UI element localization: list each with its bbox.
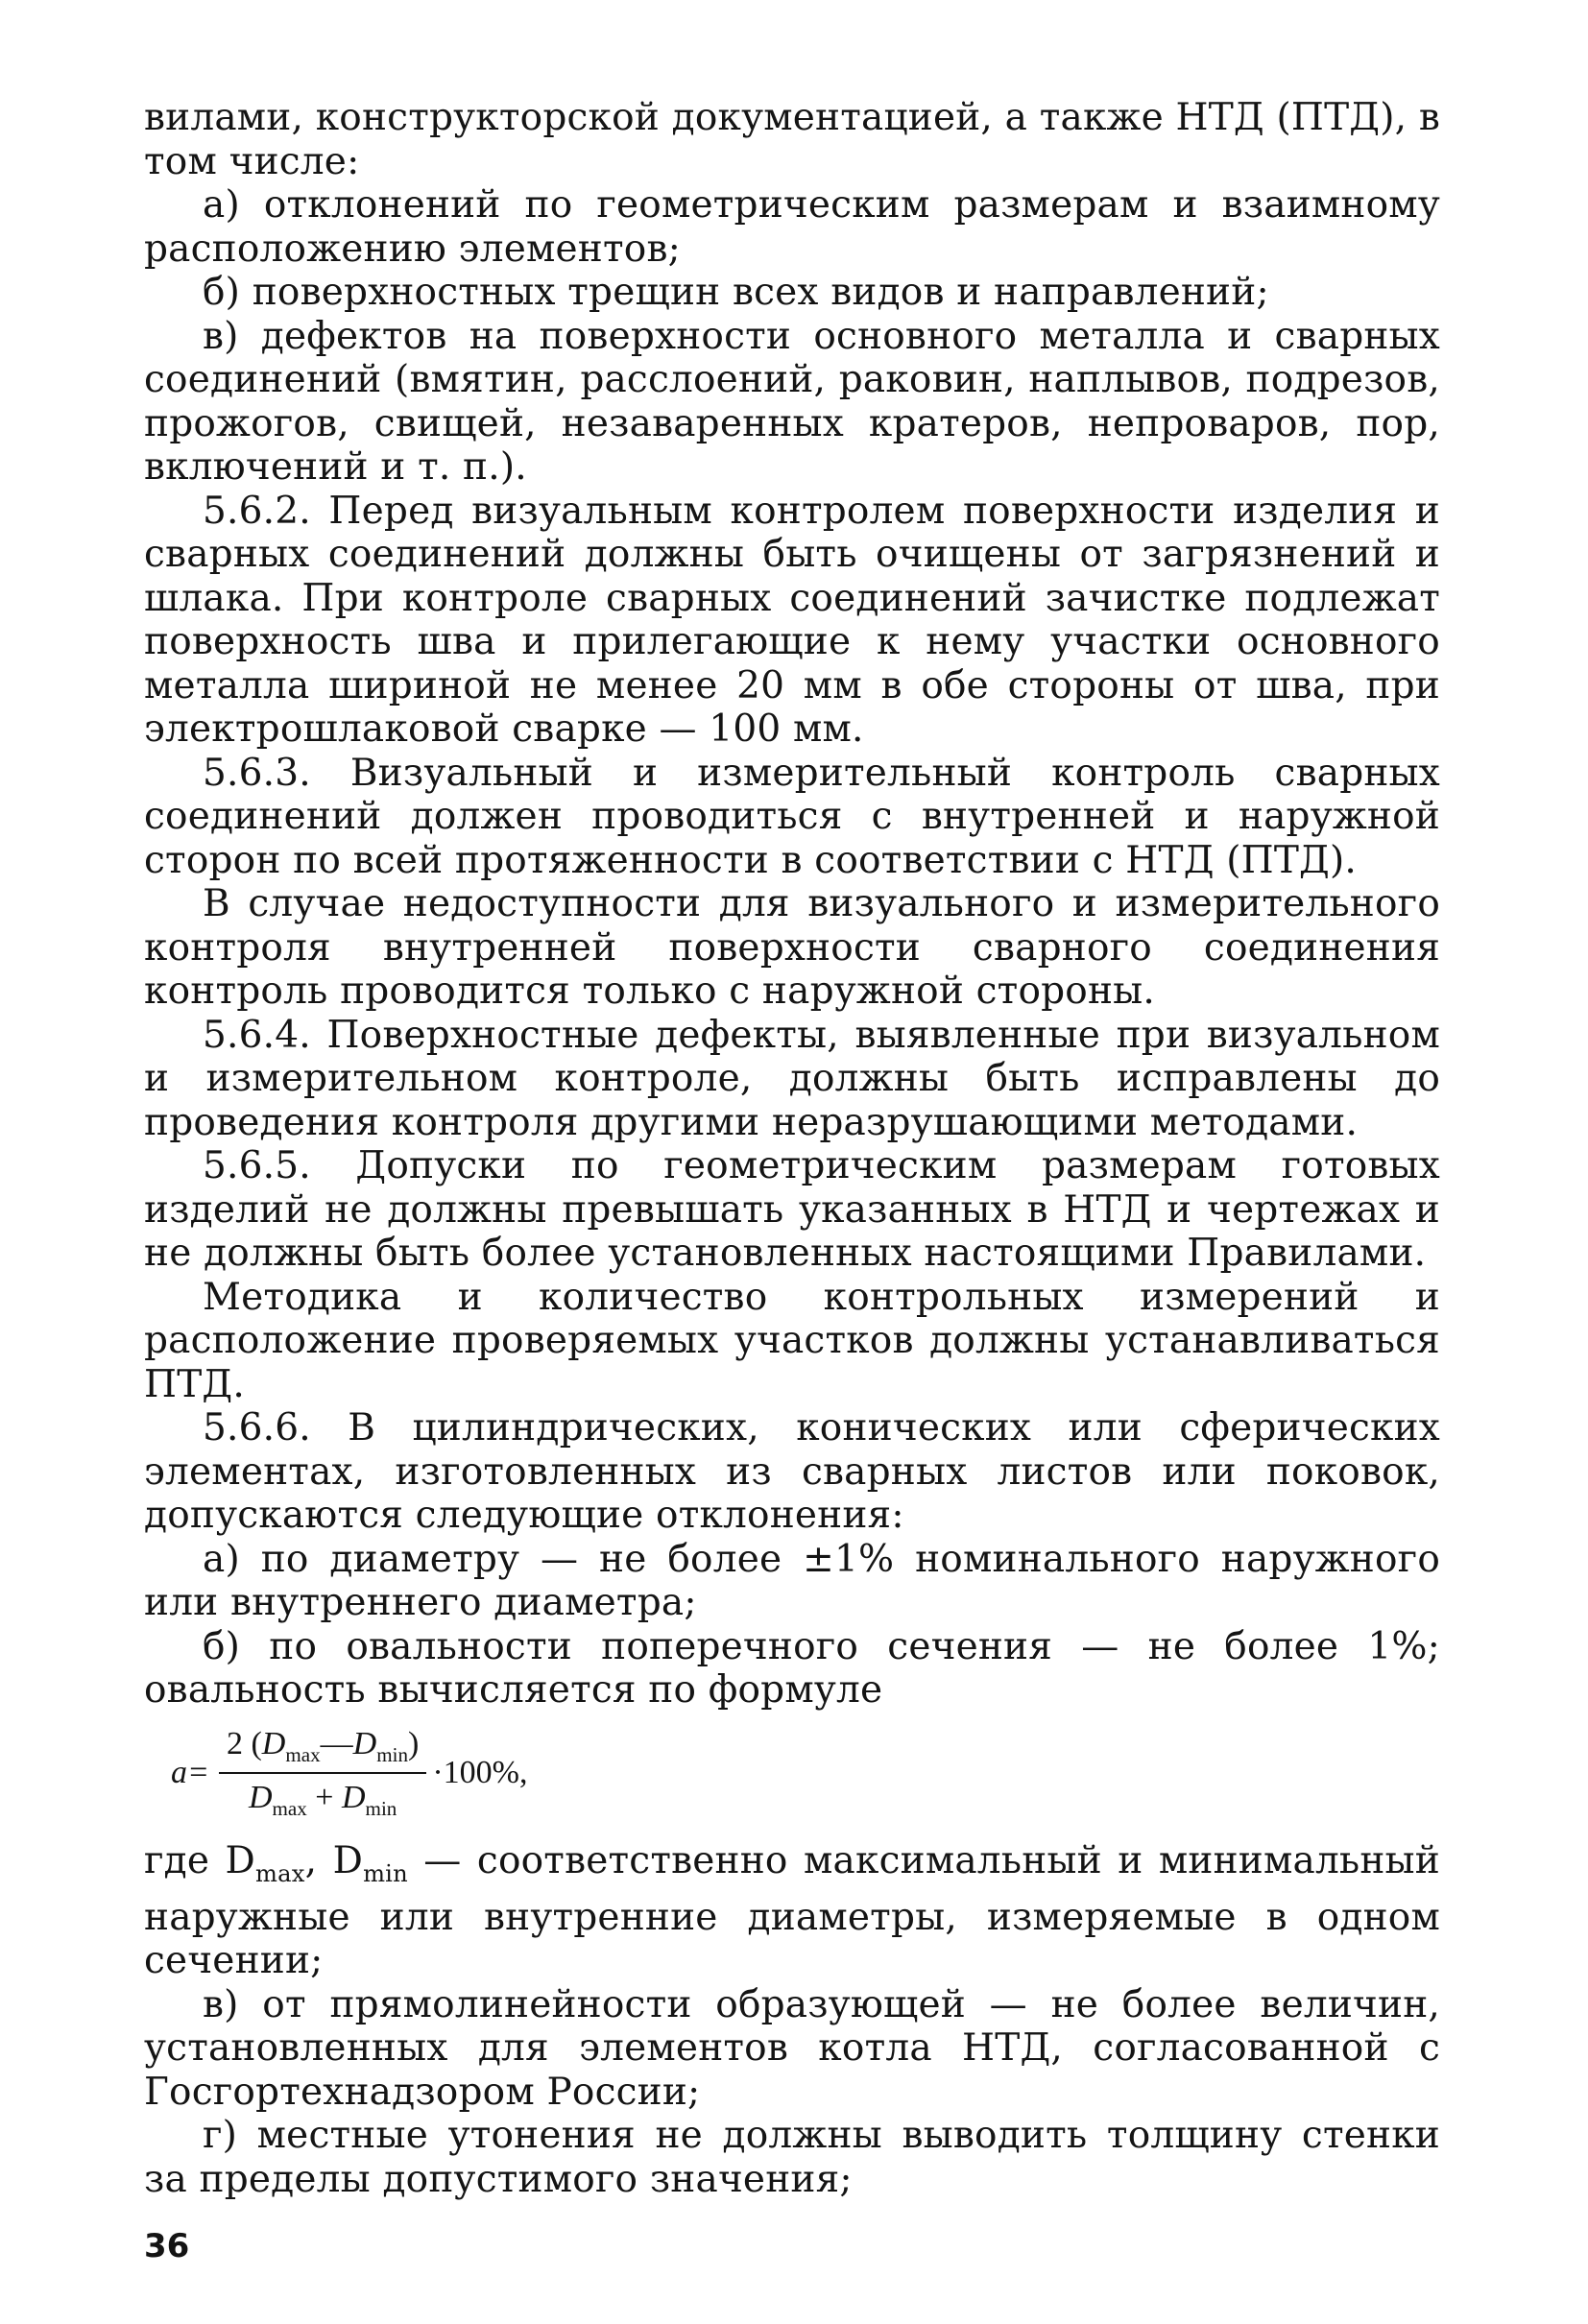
formula-numerator: 2 $(D_{max}—D_{min})$ xyxy=(219,1726,426,1775)
clause-5-6-3: 5.6.3. Визуальный и измерительный контроль сварных соединений должен проводиться с внутренней и наружной сторон по всей протяженности в соответствии с НТД (ПТД). xyxy=(144,751,1440,882)
clause-5-6-3-note: В случае недоступности для визуального и измерительного контроля внутренней поверхности сварного соединения контроль проводится только с наружной стороны. xyxy=(144,882,1440,1013)
list-item-b-ovality: б) по овальности поперечного сечения — не более 1%; овальность вычисляется по формуле xyxy=(144,1624,1440,1712)
list-item-a-diameter: а) по диаметру — не более ±1% номинального наружного или внутреннего диаметра; xyxy=(144,1537,1440,1624)
paragraph-continuation: вилами, конструкторской документацией, а также НТД (ПТД), в том числе: xyxy=(144,96,1440,183)
formula-where-line: где $D_{max}$, $D_{min}$ — соответственно максимальный и минимальный наружные или внутренние диаметры, измеряемые в одном сечении; xyxy=(144,1838,1440,1983)
clause-5-6-5-method: Методика и количество контрольных измерений и расположение проверяемых участков должны устанавливаться ПТД. xyxy=(144,1275,1440,1406)
clause-5-6-6: 5.6.6. В цилиндрических, конических или сферических элементах, изготовленных из сварных листов или поковок, допускаются следующие отклонения: xyxy=(144,1406,1440,1537)
clause-5-6-5: 5.6.5. Допуски по геометрическим размерам готовых изделий не должны превышать указанных в НТД и чертежах и не должны быть более установленных настоящими Правилами. xyxy=(144,1144,1440,1275)
clause-5-6-2: 5.6.2. Перед визуальным контролем поверхности изделия и сварных соединений должны быть очищены от загрязнений и шлака. При контроле сварных соединений зачистке подлежат поверхность шва и прилегающие к нему участки основного металла шириной не менее 20 мм в обе стороны от шва, при электрошлаковой сварке — 100 мм. xyxy=(144,489,1440,751)
list-item-d-thinning: г) местные утонения не должны выводить толщину стенки за пределы допустимого значения; xyxy=(144,2114,1440,2201)
list-item-a-deviations: а) отклонений по геометрическим размерам и взаимному расположению элементов; xyxy=(144,183,1440,271)
list-item-c-straightness: в) от прямолинейности образующей — не более величин, установленных для элементов котла НТД, согласованной с Госгортехнадзором России; xyxy=(144,1982,1440,2114)
formula-denominator: $D_{max} + D_{min}$ xyxy=(248,1780,397,1821)
ovality-formula xyxy=(144,1713,1440,1839)
page-body xyxy=(144,96,1440,2201)
list-item-c-defects: в) дефектов на поверхности основного металла и сварных соединений (вмятин, расслоений, раковин, наплывов, подрезов, прожогов, свищей, незаваренных кратеров, непроваров, пор, включений и т. п.). xyxy=(144,314,1440,489)
formula-lhs: a= xyxy=(171,1755,209,1791)
formula-tail: ·100%, xyxy=(432,1755,528,1791)
clause-5-6-4: 5.6.4. Поверхностные дефекты, выявленные при визуальном и измерительном контроле, должны быть исправлены до проведения контроля другими неразрушающими методами. xyxy=(144,1013,1440,1144)
list-item-b-cracks: б) поверхностных трещин всех видов и направлений; xyxy=(203,271,1269,314)
page-number: 36 xyxy=(144,2227,190,2265)
formula-fraction xyxy=(219,1726,426,1822)
